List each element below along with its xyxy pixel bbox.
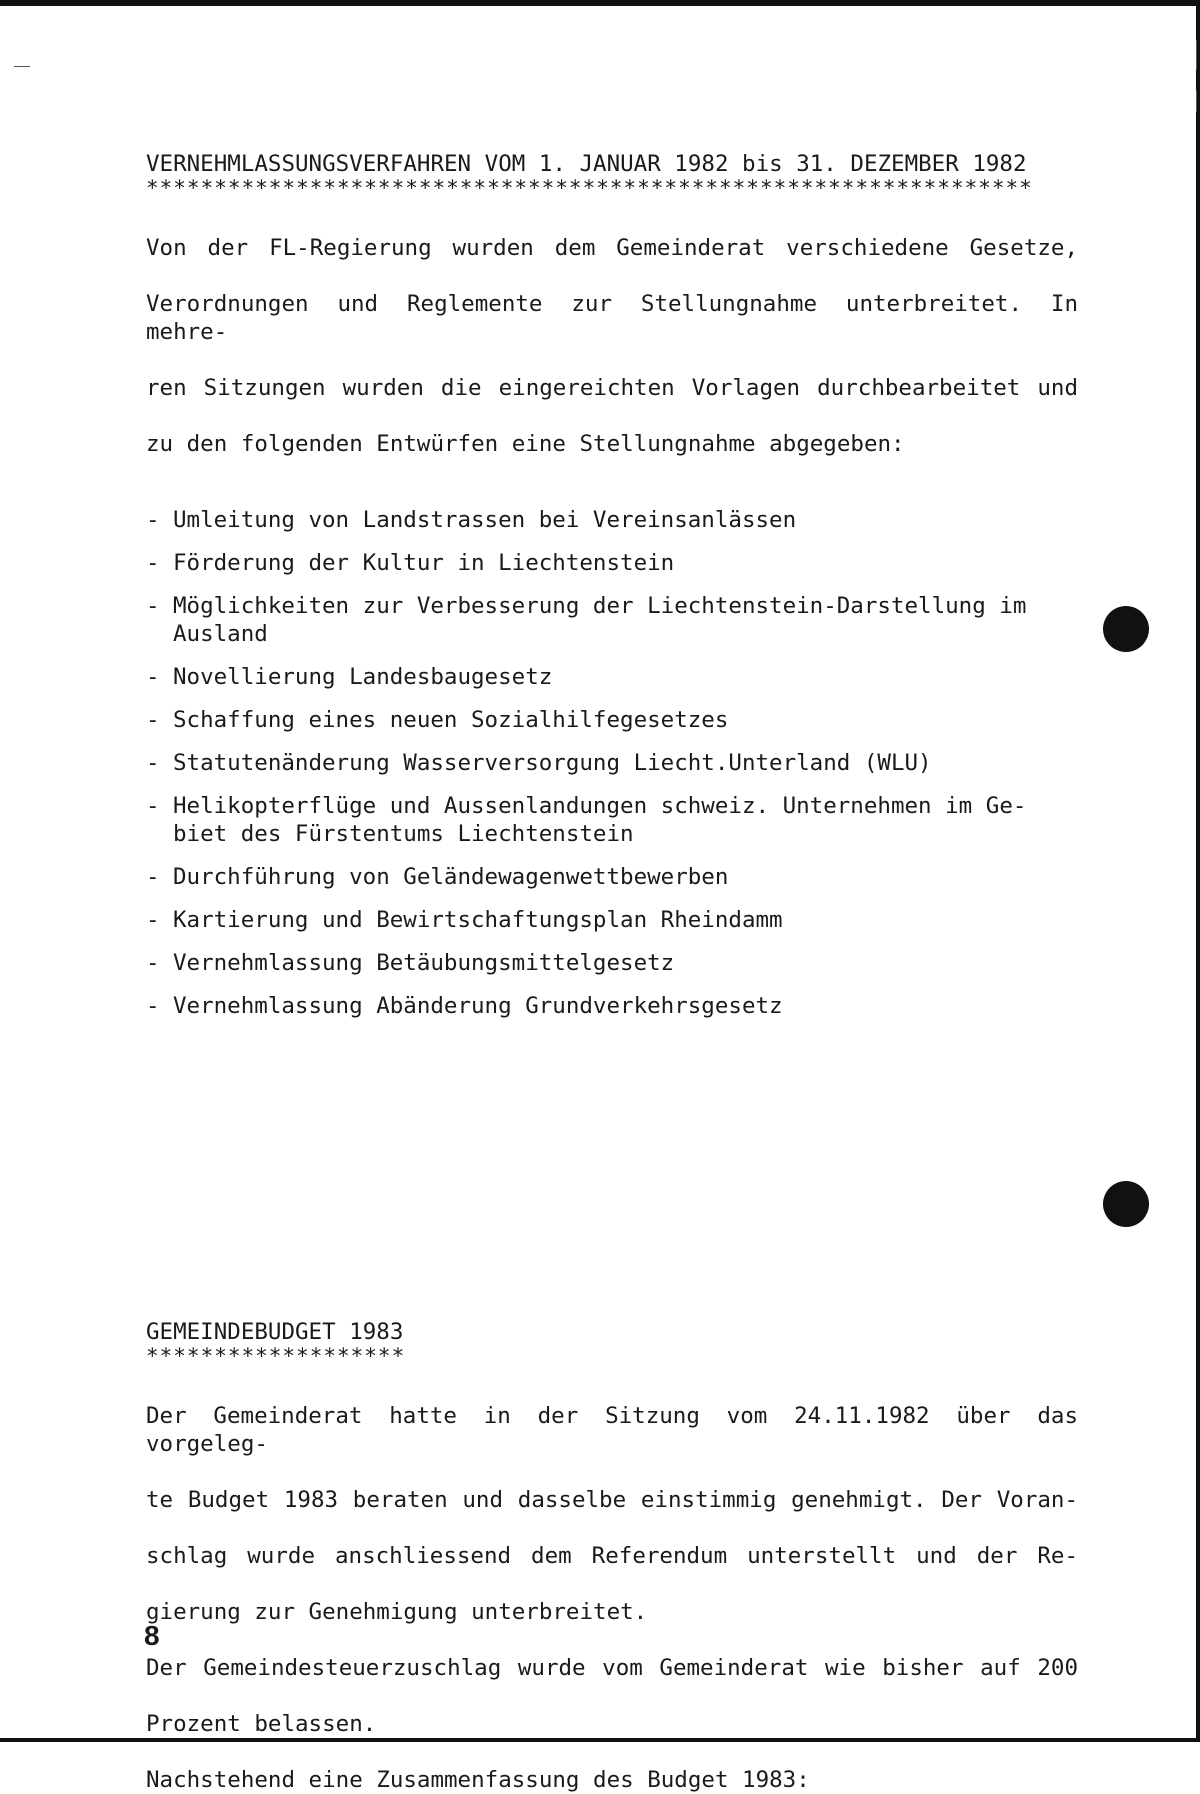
budget-paragraph-1 bbox=[146, 1402, 1078, 1626]
list-item: - Kartierung und Bewirtschaftungsplan Rheindamm bbox=[146, 907, 783, 933]
list-item: - Umleitung von Landstrassen bei Vereinsanlässen bbox=[146, 507, 797, 533]
section-title-vernehmlassung: VERNEHMLASSUNGSVERFAHREN VOM 1. JANUAR 1982 bis 31. DEZEMBER 1982 bbox=[146, 151, 1027, 177]
paragraph-line: Der Gemeinderat hatte in der Sitzung vom 24.11.1982 über das vorgeleg- bbox=[146, 1403, 1078, 1457]
title-underline: ***************************************************************** bbox=[146, 176, 1033, 200]
paragraph-line: te Budget 1983 beraten und dasselbe einstimmig genehmigt. Der Voran- bbox=[146, 1487, 1078, 1513]
section-title-budget: GEMEINDEBUDGET 1983 bbox=[146, 1319, 404, 1345]
paragraph-line: Von der FL-Regierung wurden dem Gemeinderat verschiedene Gesetze, bbox=[146, 235, 1078, 261]
list-item: - Möglichkeiten zur Verbesserung der Liechtenstein-Darstellung im Ausland bbox=[146, 593, 1027, 647]
list-item: - Vernehmlassung Betäubungsmittelgesetz bbox=[146, 950, 675, 976]
budget-section bbox=[146, 1318, 1078, 1794]
list-item: - Novellierung Landesbaugesetz bbox=[146, 664, 553, 690]
punch-hole-icon bbox=[1103, 606, 1149, 652]
list-item: - Förderung der Kultur in Liechtenstein bbox=[146, 550, 675, 576]
paragraph-line: gierung zur Genehmigung unterbreitet. bbox=[146, 1599, 648, 1625]
paragraph-line: ren Sitzungen wurden die eingereichten Vorlagen durchbearbeitet und bbox=[146, 375, 1078, 401]
consultation-list bbox=[146, 506, 1078, 1020]
paragraph-line: Der Gemeindesteuerzuschlag wurde vom Gemeinderat wie bisher auf 200 bbox=[146, 1655, 1078, 1681]
intro-paragraph bbox=[146, 234, 1078, 458]
paragraph-line: Verordnungen und Reglemente zur Stellungnahme unterbreitet. In mehre- bbox=[146, 291, 1078, 345]
punch-hole-icon bbox=[1103, 1181, 1149, 1227]
document-body bbox=[146, 150, 1078, 1035]
budget-paragraph-2 bbox=[146, 1654, 1078, 1738]
list-item: - Helikopterflüge und Aussenlandungen schweiz. Unternehmen im Ge- biet des Fürstentums Liechtenstein bbox=[146, 793, 1027, 847]
list-item: - Statutenänderung Wasserversorgung Liecht.Unterland (WLU) bbox=[146, 750, 932, 776]
paragraph-line: schlag wurde anschliessend dem Referendum unterstellt und der Re- bbox=[146, 1543, 1078, 1569]
paragraph-line: zu den folgenden Entwürfen eine Stellungnahme abgegeben: bbox=[146, 431, 905, 457]
scan-speck bbox=[14, 66, 30, 67]
list-item: - Schaffung eines neuen Sozialhilfegesetzes bbox=[146, 707, 729, 733]
list-item: - Vernehmlassung Abänderung Grundverkehrsgesetz bbox=[146, 993, 783, 1019]
page-number: 8 bbox=[144, 1620, 160, 1651]
scan-speck bbox=[1196, 40, 1197, 70]
paragraph-line: Prozent belassen. bbox=[146, 1711, 377, 1737]
list-item: - Durchführung von Geländewagenwettbewerben bbox=[146, 864, 729, 890]
budget-paragraph-3: Nachstehend eine Zusammenfassung des Budget 1983: bbox=[146, 1767, 810, 1793]
scan-speck bbox=[1196, 90, 1197, 112]
title-underline: ******************* bbox=[146, 1344, 406, 1368]
